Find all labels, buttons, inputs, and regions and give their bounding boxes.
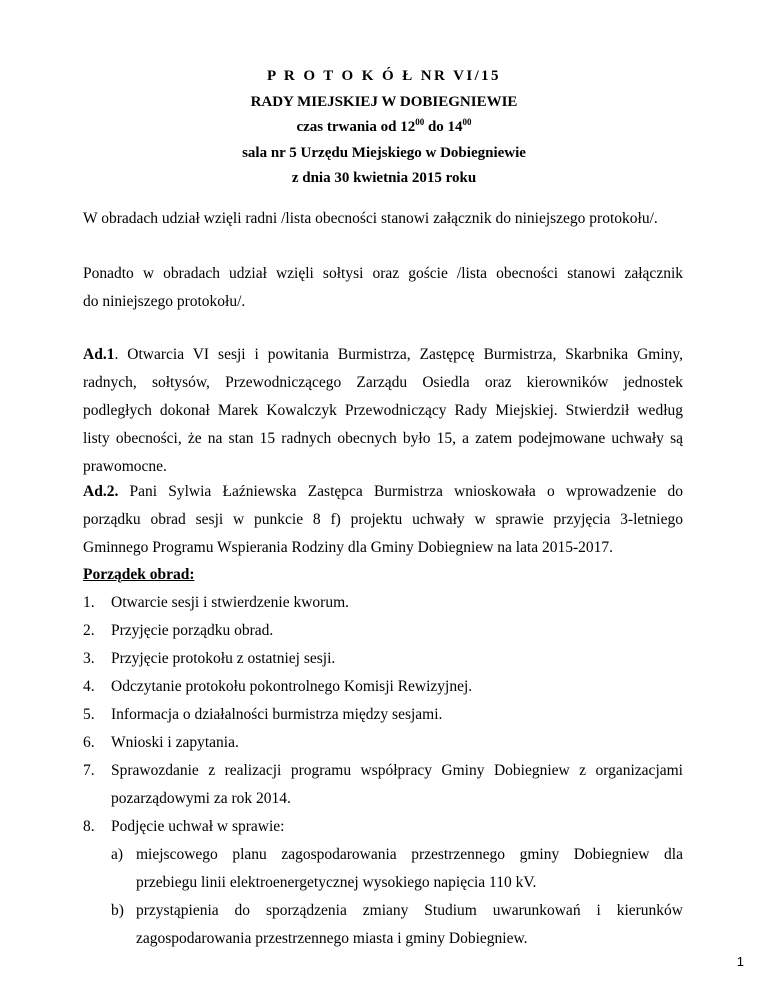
ad2-label: Ad.2. — [83, 483, 119, 500]
ad2-line-1 — [83, 478, 683, 506]
agenda-item-text: Informacja o działalności burmistrza między sesjami. — [111, 706, 443, 723]
ad1-line-4: listy obecności, że na stan 15 radnych obecnych było 15, a zatem podejmowane uchwały są — [83, 430, 683, 447]
ad1-line-1-text: . Otwarcia VI sesji i powitania Burmistrza, Zastępcę Burmistrza, Skarbnika Gminy, — [114, 346, 683, 363]
agenda-subitem — [111, 897, 683, 953]
agenda-item-text: Przyjęcie porządku obrad. — [111, 622, 274, 639]
duration-end-sup: 00 — [462, 117, 472, 127]
agenda-subitem-text — [136, 897, 683, 953]
agenda-item — [83, 617, 683, 645]
agenda-item-number: 3. — [83, 650, 95, 667]
subitem-b-line-2: zagospodarowania przestrzennego miasta i gminy Dobiegniew. — [136, 930, 528, 947]
subitem-a-line-1: miejscowego planu zagospodarowania przestrzennego gminy Dobiegniew dla — [136, 846, 683, 863]
agenda-item-text: Odczytanie protokołu pokontrolnego Komisji Rewizyjnej. — [111, 678, 473, 695]
agenda-item-text: Przyjęcie protokołu z ostatniej sesji. — [111, 650, 336, 667]
protocol-title: P R O T O K Ó Ł NR VI/15 — [267, 68, 501, 84]
duration-start-sup: 00 — [415, 117, 425, 127]
agenda-item — [83, 757, 683, 813]
agenda-subitem-text — [136, 841, 683, 897]
agenda-item-7-line-2: pozarządowymi za rok 2014. — [111, 790, 291, 807]
ad1-line-3: podległych dokonał Marek Kowalczyk Przewodniczący Rady Miejskiej. Stwierdził według — [83, 402, 683, 419]
agenda-item-number: 1. — [83, 594, 95, 611]
agenda-item-number: 4. — [83, 678, 95, 695]
agenda-subitem — [111, 841, 683, 897]
agenda-item-number: 5. — [83, 706, 95, 723]
agenda-item-text — [111, 757, 683, 813]
agenda-item-text: Wnioski i zapytania. — [111, 734, 239, 751]
p2-line-2: do niniejszego protokołu/. — [83, 293, 246, 310]
page-number: 1 — [736, 954, 744, 969]
council-name: RADY MIEJSKIEJ W DOBIEGNIEWIE — [250, 94, 518, 110]
paragraph-ad1 — [83, 341, 683, 481]
agenda-subitem-letter: a) — [111, 846, 124, 863]
agenda-item-number: 2. — [83, 622, 95, 639]
paragraph-attendance-councillors: W obradach udział wzięli radni /lista obecności stanowi załącznik do niniejszego protokołu/. — [83, 210, 658, 227]
duration-mid: do 14 — [424, 119, 463, 135]
agenda-item — [83, 729, 683, 757]
ad2-line-2: porządku obrad sesji w punkcie 8 f) projektu uchwały w sprawie przyjęcia 3-letniego — [83, 511, 683, 528]
agenda-item-text: Otwarcie sesji i stwierdzenie kworum. — [111, 594, 350, 611]
agenda-item-number: 6. — [83, 734, 95, 751]
ad2-line-3: Gminnego Programu Wspierania Rodziny dla Gminy Dobiegniew na lata 2015-2017. — [83, 539, 614, 556]
agenda-subitem-letter: b) — [111, 902, 124, 919]
session-duration — [0, 119, 768, 135]
subitem-a-line-2: przebiegu linii elektroenergetycznej wysokiego napięcia 110 kV. — [136, 874, 537, 891]
session-date: z dnia 30 kwietnia 2015 roku — [291, 170, 477, 186]
ad2-line-1-text: Pani Sylwia Łaźniewska Zastępca Burmistrza wnioskowała o wprowadzenie do — [118, 483, 683, 500]
agenda-item — [83, 673, 683, 701]
ad1-label: Ad.1 — [83, 346, 115, 363]
ad1-line-2: radnych, sołtysów, Przewodniczącego Zarządu Osiedla oraz kierowników jednostek — [83, 374, 683, 391]
paragraph-ad2 — [83, 478, 683, 562]
ad1-line-1 — [83, 341, 683, 369]
agenda-item — [83, 645, 683, 673]
session-location: sala nr 5 Urzędu Miejskiego w Dobiegniewie — [242, 145, 526, 161]
subitem-b-line-1: przystąpienia do sporządzenia zmiany Studium uwarunkowań i kierunków — [136, 902, 683, 919]
agenda-item-text: Podjęcie uchwał w sprawie: — [111, 818, 285, 835]
duration-prefix: czas trwania od 12 — [296, 119, 416, 135]
agenda-title: Porządek obrad: — [83, 566, 195, 583]
agenda-item — [83, 701, 683, 729]
ad1-line-5: prawomocne. — [83, 458, 167, 475]
agenda-item-number: 8. — [83, 818, 95, 835]
agenda-item-7-line-1: Sprawozdanie z realizacji programu współpracy Gminy Dobiegniew z organizacjami — [111, 762, 683, 779]
agenda-item — [83, 813, 683, 841]
p2-line-1: Ponadto w obradach udział wzięli sołtysi oraz goście /lista obecności stanowi załącznik — [83, 265, 683, 282]
agenda-item-number: 7. — [83, 762, 95, 779]
paragraph-attendance-guests — [83, 260, 683, 316]
agenda-item — [83, 589, 683, 617]
